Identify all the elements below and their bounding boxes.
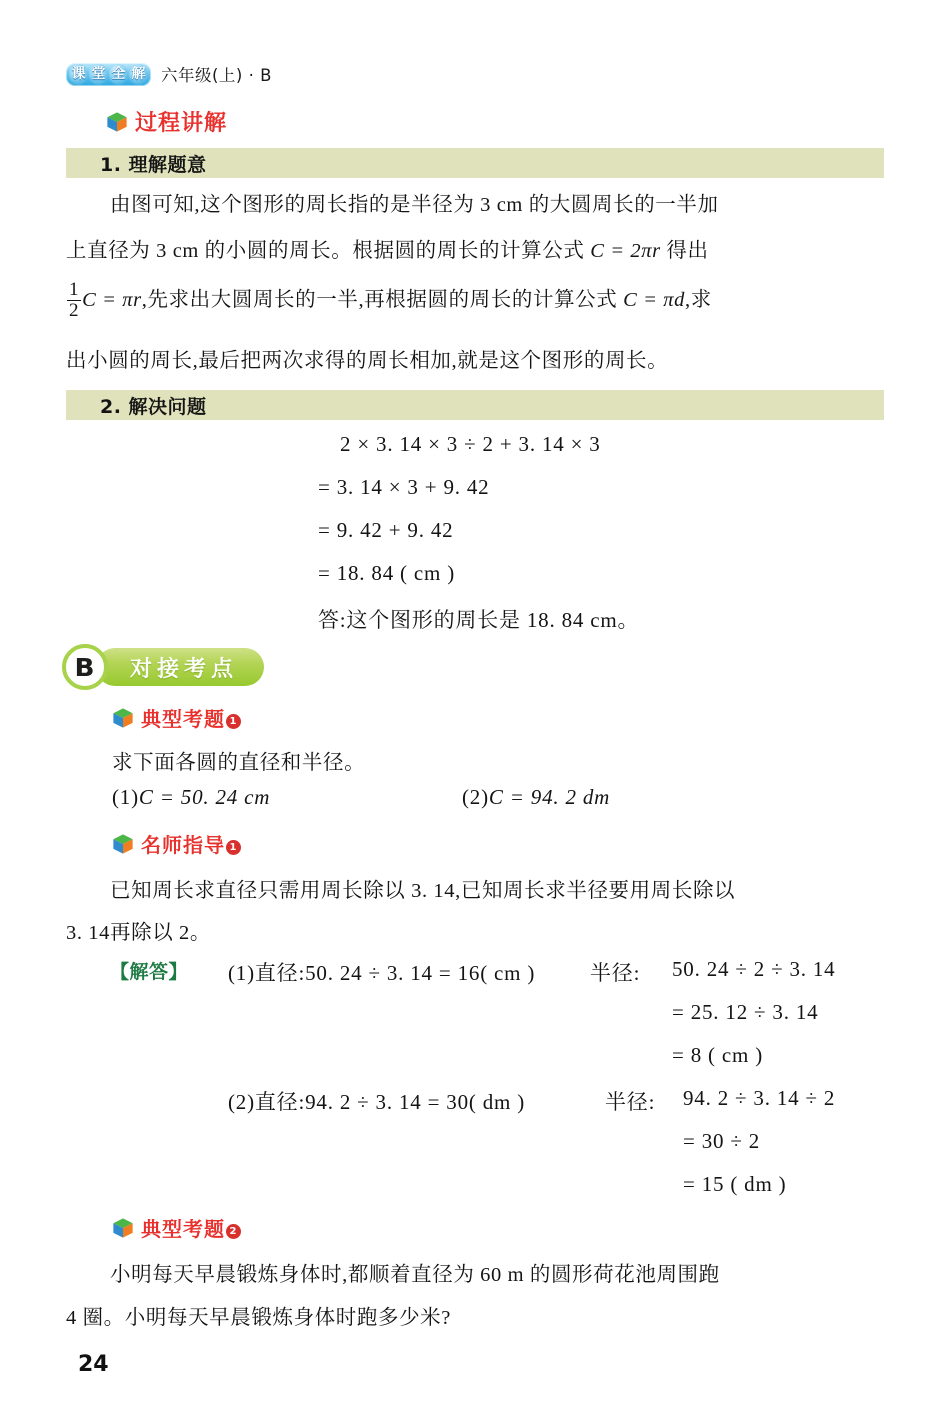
section-heading-process-label: 过程讲解: [135, 111, 228, 136]
badge-pill: [96, 648, 264, 686]
answer-q1-right-label: 半径:: [590, 961, 641, 985]
step1-line3-formula: C = πr: [82, 289, 142, 311]
answer-q2-right-line-2: = 30 ÷ 2: [683, 1129, 761, 1153]
badge-letter-circle: [62, 644, 108, 690]
brand-char-4: 解: [129, 64, 148, 85]
guide1-line1-text: 已知周长求直径只需用周长除以 3. 14,已知周长求半径要用周长除以: [110, 880, 736, 902]
guide1-line-2: 3. 14再除以 2。: [66, 922, 211, 944]
step1-formula-1: C = 2πr: [590, 240, 661, 262]
badge-label: 对接考点: [130, 656, 239, 682]
calc-answer-line: 答:这个图形的周长是 18. 84 cm。: [318, 608, 640, 632]
guide1-heading-label: [141, 829, 241, 858]
answer-q2-right-line-1: 94. 2 ÷ 3. 14 ÷ 2: [683, 1086, 836, 1110]
step1-line2-text-a: 上直径为 3 cm 的小圆的周长。根据圆的周长的计算公式: [66, 240, 591, 262]
answer-q2-right-line-3: = 15 ( dm ): [683, 1172, 787, 1196]
step1-formula-2: C = πd: [623, 289, 685, 311]
exam1-item-1: [112, 785, 270, 810]
answer-label-text: 【解答】: [110, 961, 189, 983]
guide1-heading: [112, 829, 241, 858]
exam1-item1-label: (1): [112, 785, 139, 809]
step1-line4-text: 出小圆的周长,最后把两次求得的周长相加,就是这个图形的周长。: [66, 350, 669, 372]
grade-label: 六年级(上) · B: [161, 66, 272, 85]
exam2-heading-label: [141, 1213, 241, 1242]
answer-q1-left: (1)直径:50. 24 ÷ 3. 14 = 16( cm ): [228, 961, 536, 985]
step1-paragraph-line3: [66, 272, 886, 328]
section-badge-duijiekaodian: [62, 644, 264, 690]
exam2-heading-text: 典型考题: [141, 1217, 225, 1241]
fraction-denominator: 2: [69, 300, 80, 322]
one-half-fraction: [67, 280, 81, 321]
step1-paragraph-line4: [66, 338, 886, 384]
exam2-line-1: [66, 1252, 886, 1298]
calc-line-3: = 9. 42 + 9. 42: [318, 518, 454, 542]
guide1-line-1: [66, 868, 886, 914]
page-number: 24: [78, 1352, 109, 1377]
step1-line2-text-b: 得出: [660, 240, 709, 262]
step1-title: 1. 理解题意: [100, 153, 207, 176]
step1-header-bar: [66, 148, 884, 178]
calc-line-4: = 18. 84 ( cm ): [318, 561, 455, 585]
brand-char-3: 全: [109, 64, 128, 85]
page-header: [66, 62, 272, 86]
step1-paragraph-line2: [66, 228, 886, 274]
step2-title: 2. 解决问题: [100, 395, 207, 418]
answer-q2-right-label: 半径:: [605, 1090, 656, 1114]
brand-char-1: 课: [69, 64, 88, 85]
cube-icon: [112, 833, 134, 855]
exam1-item2-value: C = 94. 2 dm: [488, 785, 611, 809]
step1-line3-text-b: ,先求出大圆周长的一半,再根据圆的周长的计算公式: [141, 289, 624, 311]
exam1-heading-text: 典型考题: [141, 707, 225, 731]
exam2-heading-number: 2: [226, 1224, 241, 1239]
exam1-heading: [112, 703, 241, 732]
answer-label: [110, 957, 188, 984]
exam2-line1-text: 小明每天早晨锻炼身体时,都顺着直径为 60 m 的圆形荷花池周围跑: [110, 1264, 720, 1286]
section-heading-process: [106, 106, 227, 137]
step1-line1-text: 由图可知,这个图形的周长指的是半径为 3 cm 的大圆周长的一半加: [110, 194, 719, 216]
exam1-prompt: 求下面各圆的直径和半径。: [112, 752, 366, 774]
guide1-heading-number: 1: [226, 840, 241, 855]
cube-icon: [112, 1217, 134, 1239]
cube-icon: [106, 111, 128, 133]
cube-icon: [112, 707, 134, 729]
fraction-numerator: 1: [69, 279, 80, 301]
exam1-item2-label: (2): [462, 785, 489, 809]
exam2-heading: [112, 1213, 241, 1242]
step1-paragraph-line1: [66, 182, 886, 228]
exam1-item-2: [462, 785, 610, 810]
answer-q1-right-line-2: = 25. 12 ÷ 3. 14: [672, 1000, 819, 1024]
exam1-heading-label: [141, 703, 241, 732]
answer-q1-right-line-3: = 8 ( cm ): [672, 1043, 763, 1067]
exam2-line-2: 4 圈。小明每天早晨锻炼身体时跑多少米?: [66, 1307, 451, 1329]
brand-char-2: 堂: [89, 64, 108, 85]
guide1-heading-text: 名师指导: [141, 833, 225, 857]
exam1-item1-value: C = 50. 24 cm: [138, 785, 271, 809]
badge-letter: B: [74, 652, 96, 682]
answer-q1-right-line-1: 50. 24 ÷ 2 ÷ 3. 14: [672, 957, 836, 981]
calc-line-1: 2 × 3. 14 × 3 ÷ 2 + 3. 14 × 3: [340, 432, 601, 456]
exam1-heading-number: 1: [226, 714, 241, 729]
step1-line3-text-c: ,求: [685, 289, 712, 311]
answer-q2-left: (2)直径:94. 2 ÷ 3. 14 = 30( dm ): [228, 1090, 526, 1114]
brand-logo: [66, 63, 151, 86]
calc-line-2: = 3. 14 × 3 + 9. 42: [318, 475, 490, 499]
step2-header-bar: [66, 390, 884, 420]
